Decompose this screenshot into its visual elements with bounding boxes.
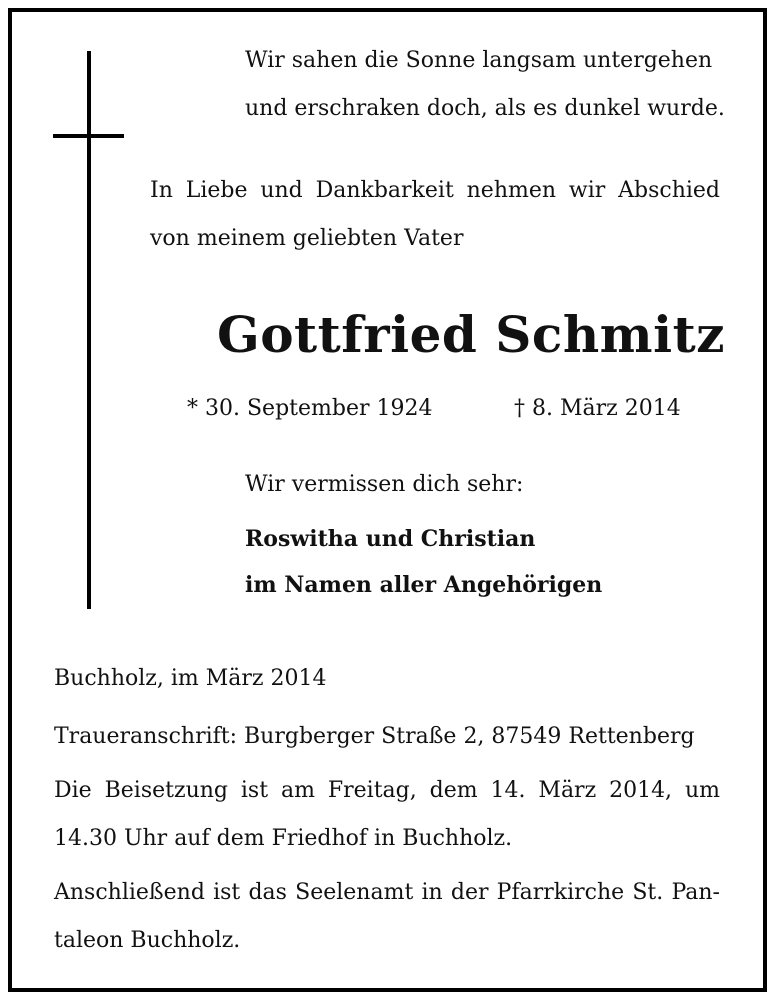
- birth-date: * 30. September 1924: [187, 396, 433, 421]
- burial-line-2: 14.30 Uhr auf dem Friedhof in Buchholz.: [54, 826, 513, 851]
- requiem-line-2: taleon Buchholz.: [54, 928, 241, 953]
- deceased-name: Gottfried Schmitz: [217, 305, 726, 364]
- farewell-line-1: In Liebe und Dankbarkeit nehmen wir Abschied: [150, 178, 720, 203]
- mourners-intro: Wir vermissen dich sehr:: [245, 472, 524, 497]
- death-date: † 8. März 2014: [514, 396, 681, 421]
- mourners-names: Roswitha und Christian: [245, 526, 536, 552]
- farewell-line-2: von meinem geliebten Vater: [150, 226, 464, 251]
- mourners-behalf: im Namen aller Angehörigen: [245, 572, 603, 598]
- poem-line-2: und erschraken doch, als es dunkel wurde.: [245, 96, 725, 121]
- burial-line-1: Die Beisetzung ist am Freitag, dem 14. März 2014, um: [54, 778, 720, 803]
- requiem-line-1: Anschließend ist das Seelenamt in der Pfarrkirche St. Pan-: [54, 880, 720, 905]
- poem-line-1: Wir sahen die Sonne langsam untergehen: [245, 48, 713, 73]
- mourning-address: Traueranschrift: Burgberger Straße 2, 87549 Rettenberg: [54, 724, 695, 749]
- cross-horizontal-bar: [53, 134, 124, 138]
- place-and-date: Buchholz, im März 2014: [54, 666, 327, 691]
